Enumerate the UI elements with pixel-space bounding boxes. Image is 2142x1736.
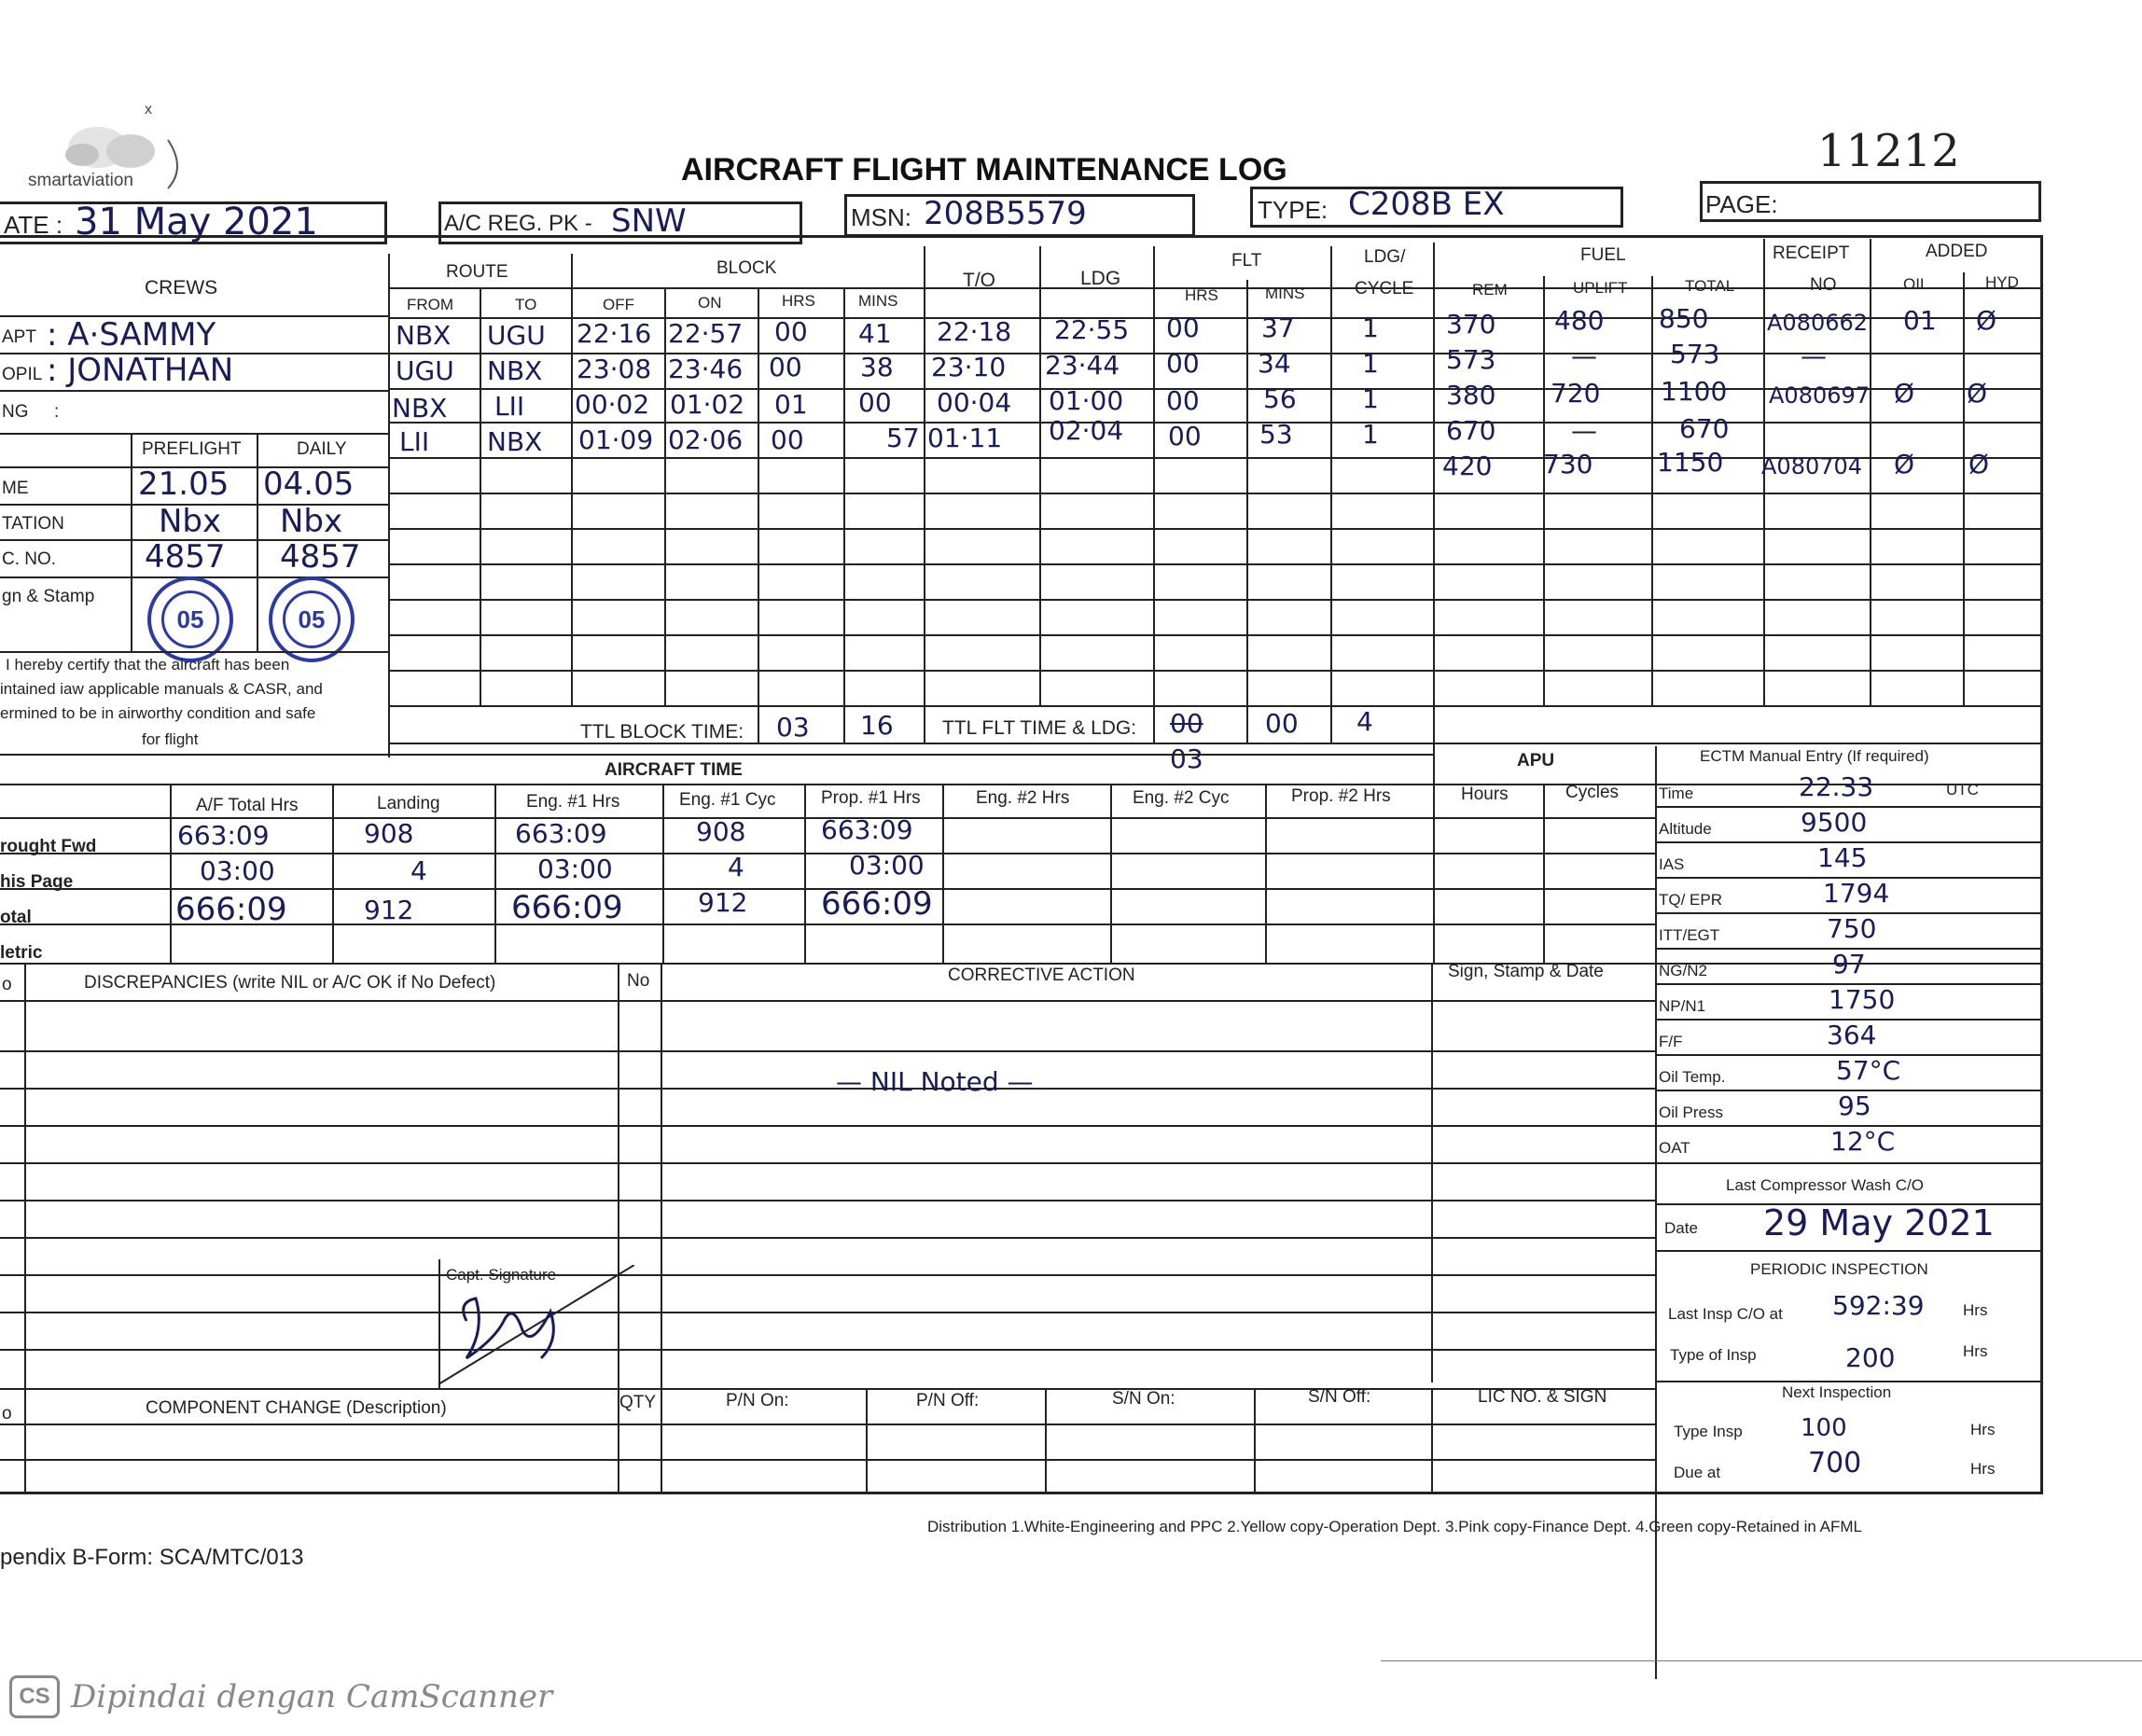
row4-off: 01·09 [578,424,654,455]
flt-heading: FLT [1231,251,1262,271]
copil-name: : JONATHAN [47,352,234,389]
tp-prop1-hrs: 03:00 [849,850,925,881]
due-unit: Hrs [1970,1460,1996,1478]
form-id: pendix B-Form: SCA/MTC/013 [0,1545,304,1570]
row4-mins: 57 [886,423,920,453]
fuel5-rem: 420 [1442,451,1493,481]
bf-landing: 908 [364,818,414,849]
ldg-cycle-heading-1: LDG/ [1364,247,1406,267]
ectm-itt-label: ITT/EGT [1659,926,1720,944]
ectm-time-unit: UTC [1946,781,1979,799]
type-insp-label: Type of Insp [1670,1346,1757,1364]
crews-heading: CREWS [145,277,218,299]
fuel3-total: 1100 [1661,376,1728,407]
ectm-itt-value: 750 [1827,913,1877,944]
station-preflight: Nbx [159,503,222,540]
time-preflight: 21.05 [138,465,230,503]
last-insp-label: Last Insp C/O at [1668,1305,1783,1323]
tot-eng1-cyc: 912 [698,887,748,918]
ectm-time-label: Time [1659,785,1694,802]
ectm-ff-label: F/F [1659,1033,1683,1050]
fuel3-receipt: A080697 [1769,382,1871,409]
certify-line-4: for flight [142,730,199,748]
bf-prop1-hrs: 663:09 [821,814,913,845]
row2-flt-mins: 34 [1258,348,1291,379]
fuel4-total: 670 [1679,413,1730,444]
serial-number: 11212 [1817,125,1960,177]
ectm-np-label: NP/N1 [1659,997,1706,1015]
oil-heading: OIL [1903,275,1929,293]
ectm-ng-label: NG/N2 [1659,962,1707,979]
to-heading: TO [515,296,537,313]
date-value: 31 May 2021 [75,201,318,243]
apu-cycles: Cycles [1565,783,1620,802]
row3-on: 01·02 [670,389,745,420]
fuel5-receipt: A080704 [1761,453,1863,479]
row1-mins: 41 [858,318,892,349]
tot-eng1-hrs: 666:09 [511,889,623,926]
date-label: ATE : [4,211,63,239]
row3-cycle: 1 [1362,383,1379,414]
station-label: TATION [2,514,64,534]
row3-flt-mins: 56 [1263,383,1297,414]
ectm-oil-press-value: 95 [1838,1090,1871,1121]
fuel5-hyd: Ø [1968,449,1990,479]
certify-line-3: ermined to be in airworthy condition and safe [0,704,316,722]
atime-col-prop1-hrs: Prop. #1 Hrs [821,788,921,808]
hyd-heading: HYD [1985,273,2019,291]
off-heading: OFF [603,296,634,313]
preflight-label: PREFLIGHT [142,439,242,459]
corrective-action-heading: CORRECTIVE ACTION [948,965,1135,985]
fuel3-oil: Ø [1894,378,1915,409]
ectm-altitude-value: 9500 [1801,807,1868,838]
bf-eng1-hrs: 663:09 [515,818,607,849]
next-insp-heading: Next Inspection [1782,1383,1892,1401]
rem-heading: REM [1472,281,1508,299]
from-heading: FROM [407,296,454,313]
ectm-ias-label: IAS [1659,855,1685,873]
row3-takeoff: 00·04 [937,387,1012,418]
sign-stamp-label: gn & Stamp [2,587,95,606]
fuel2-total: 573 [1670,339,1720,369]
atime-col-landing: Landing [377,794,440,813]
added-heading: ADDED [1926,242,1988,261]
component-pn-on: P/N On: [726,1391,789,1410]
atime-row-metric: letric [0,943,43,963]
due-label: Due at [1674,1464,1721,1481]
ectm-np-value: 1750 [1829,984,1896,1015]
fuel1-rem: 370 [1446,309,1496,340]
row3-landing: 01·00 [1049,385,1124,416]
last-insp-value: 592:39 [1832,1290,1925,1321]
fuel2-rem: 573 [1446,344,1496,375]
row3-flt-hrs: 00 [1166,385,1200,416]
takeoff-heading: T/O [963,270,995,291]
ttl-block-label: TTL BLOCK TIME: [580,721,744,743]
uplift-heading: UPLIFT [1573,279,1628,297]
camscanner-badge-icon: CS [9,1675,60,1718]
tot-af-total: 666:09 [175,891,287,928]
reg-value: SNW [611,202,687,240]
camscanner-watermark: Dipindai dengan CamScanner [71,1678,553,1715]
row2-cycle: 1 [1362,348,1379,379]
fuel3-hyd: Ø [1967,378,1988,409]
row2-takeoff: 23·10 [931,352,1007,382]
ttl-flt-hrs: 03 [1170,743,1203,774]
row2-from: UGU [396,355,454,386]
total-heading: TOTAL [1685,277,1735,295]
ectm-ias-value: 145 [1817,842,1868,873]
copil-label: OPIL [2,365,43,384]
fuel2-receipt: — [1801,340,1827,371]
ectm-ng-value: 97 [1832,949,1866,979]
discrepancies-heading: DISCREPANCIES (write NIL or A/C OK if No Defect) [84,973,496,993]
ttl-flt-label: TTL FLT TIME & LDG: [942,717,1137,739]
tp-eng1-cyc: 4 [728,852,744,882]
fuel4-rem: 670 [1446,415,1496,446]
row3-from: NBX [392,393,448,424]
ldg-cycle-heading-2: CYCLE [1355,279,1414,299]
time-daily: 04.05 [263,465,355,503]
ttl-block-mins: 16 [860,710,894,741]
ectm-tq-value: 1794 [1823,878,1890,909]
ectm-tq-label: TQ/ EPR [1659,891,1723,909]
certify-line-1: I hereby certify that the aircraft has been [6,656,290,674]
row3-to: LII [494,391,525,422]
page-label: PAGE: [1705,190,1778,218]
row1-hrs: 00 [774,316,808,347]
preflight-stamp: 05 [147,576,233,662]
type-label: TYPE: [1258,196,1328,224]
row1-flt-hrs: 00 [1166,312,1200,343]
eng-label: NG [2,402,29,422]
component-pn-off: P/N Off: [916,1391,980,1410]
fuel2-uplift: — [1571,340,1597,371]
route-heading: ROUTE [446,262,508,282]
next-type-label: Type Insp [1674,1423,1743,1440]
certify-line-2: intained iaw applicable manuals & CASR, and [0,680,323,698]
next-type-value: 100 [1801,1414,1847,1442]
component-sn-on: S/N On: [1112,1389,1175,1409]
fuel1-oil: 01 [1903,305,1937,336]
fuel1-hyd: Ø [1976,305,1997,336]
atime-col-eng2-hrs: Eng. #2 Hrs [976,788,1070,808]
row2-landing: 23·44 [1045,350,1120,381]
fuel1-uplift: 480 [1554,305,1605,336]
fuel3-uplift: 720 [1551,378,1601,409]
row4-cycle: 1 [1362,419,1379,450]
eng-value: : [54,402,60,422]
lic-preflight: 4857 [145,538,226,576]
tot-prop1-hrs: 666:09 [821,885,933,923]
atime-col-prop2-hrs: Prop. #2 Hrs [1291,786,1391,806]
block-heading: BLOCK [716,258,777,278]
row3-mins: 00 [858,387,892,418]
page-title: AIRCRAFT FLIGHT MAINTENANCE LOG [681,152,1287,187]
capt-label: APT [2,327,36,347]
tot-landing: 912 [364,895,414,925]
fuel1-receipt: A080662 [1767,310,1869,336]
fuel5-uplift: 730 [1543,449,1593,479]
row4-flt-hrs: 00 [1168,421,1202,451]
row2-mins: 38 [860,352,894,382]
on-heading: ON [698,294,722,312]
tp-landing: 4 [410,855,427,886]
landing-heading: LDG [1080,268,1121,289]
ectm-oil-temp-label: Oil Temp. [1659,1068,1726,1086]
reg-label: A/C REG. PK - [444,211,592,236]
atime-row-this-page: his Page [0,872,74,892]
ttl-ldg: 4 [1356,706,1373,737]
apu-heading: APU [1517,751,1555,771]
nil-noted: — NIL Noted — [836,1066,1034,1097]
type-value: C208B EX [1348,186,1505,223]
atime-col-eng2-cyc: Eng. #2 Cyc [1133,788,1230,808]
fuel4-uplift: — [1571,415,1597,446]
fuel5-oil: Ø [1894,449,1915,479]
ectm-oil-temp-value: 57°C [1836,1055,1901,1086]
component-sn-off: S/N Off: [1308,1387,1371,1407]
time-label: ME [2,479,29,498]
last-insp-unit: Hrs [1963,1301,1988,1319]
station-daily: Nbx [280,503,343,540]
tp-af-total: 03:00 [200,855,275,886]
daily-stamp: 05 [269,576,355,662]
capt-signature-label: Capt. Signature [446,1266,557,1284]
fuel5-total: 1150 [1657,447,1724,478]
block-hrs-heading: HRS [782,292,815,310]
row2-to: NBX [487,355,543,386]
sign-stamp-date-heading: Sign, Stamp & Date [1448,962,1604,981]
receipt-heading-1: RECEIPT [1773,243,1850,263]
atime-row-total: otal [0,908,32,927]
flt-mins-heading: MINS [1265,285,1305,302]
capt-name: : A·SAMMY [47,316,216,354]
row4-flt-mins: 53 [1259,419,1293,450]
ectm-heading: ECTM Manual Entry (If required) [1700,747,1929,765]
row4-from: LII [399,426,430,457]
due-value: 700 [1808,1447,1862,1479]
row2-on: 23·46 [668,354,744,384]
row1-off: 22·16 [577,318,652,349]
ttl-flt-mins: 00 [1265,708,1299,739]
row2-hrs: 00 [769,352,802,382]
row4-on: 02·06 [668,424,744,455]
ectm-oat-value: 12°C [1830,1126,1896,1157]
receipt-heading-2: NO [1810,275,1837,295]
msn-value: 208B5579 [924,195,1087,232]
row4-to: NBX [487,426,543,457]
ectm-oat-label: OAT [1659,1139,1690,1157]
row3-hrs: 01 [774,389,808,420]
fuel3-rem: 380 [1446,380,1496,410]
type-insp-unit: Hrs [1963,1342,1988,1360]
atime-row-brought-fwd: rought Fwd [0,837,97,856]
lic-label: C. NO. [2,549,57,569]
component-change-heading: COMPONENT CHANGE (Description) [146,1398,447,1418]
fuel-heading: FUEL [1580,245,1626,265]
daily-label: DAILY [297,439,347,459]
row1-to: UGU [487,320,546,351]
row4-landing: 02·04 [1049,415,1124,446]
next-type-unit: Hrs [1970,1421,1996,1438]
row1-cycle: 1 [1362,312,1379,343]
atime-col-af-total: A/F Total Hrs [196,796,299,815]
fuel1-total: 850 [1659,303,1709,334]
block-mins-heading: MINS [858,292,898,310]
logo-text: smartaviation [28,171,133,190]
row3-off: 00·02 [575,389,650,420]
ectm-ff-value: 364 [1827,1020,1877,1050]
ectm-time-value: 22.33 [1799,771,1874,802]
bf-af-total: 663:09 [177,820,270,851]
compressor-heading: Last Compressor Wash C/O [1726,1176,1924,1194]
compressor-date-label: Date [1664,1219,1698,1237]
row1-on: 22·57 [668,318,744,349]
row1-takeoff: 22·18 [937,316,1012,347]
row4-takeoff: 01·11 [927,423,1003,453]
row1-flt-mins: 37 [1261,312,1295,343]
tp-eng1-hrs: 03:00 [537,854,613,884]
lic-daily: 4857 [280,538,361,576]
ectm-oil-press-label: Oil Press [1659,1104,1723,1121]
apu-hours: Hours [1461,785,1509,804]
ttl-flt-hrs-struck: 00 [1170,708,1203,739]
periodic-heading: PERIODIC INSPECTION [1750,1260,1928,1278]
bf-eng1-cyc: 908 [696,816,746,847]
atime-col-eng1-hrs: Eng. #1 Hrs [526,792,620,812]
compressor-date-value: 29 May 2021 [1763,1202,1995,1243]
component-lic-sign: LIC NO. & SIGN [1478,1387,1607,1407]
flt-hrs-heading: HRS [1185,286,1218,304]
component-no-label: o [2,1404,12,1424]
aircraft-time-heading: AIRCRAFT TIME [605,760,743,780]
ttl-block-hrs: 03 [776,712,810,743]
component-qty: QTY [619,1393,657,1412]
svg-text:x: x [145,103,152,118]
row4-hrs: 00 [771,424,804,455]
row1-from: NBX [396,320,452,351]
discrepancy-no-label: o [2,975,12,994]
distribution-note: Distribution 1.White-Engineering and PPC 2.Yellow copy-Operation Dept. 3.Pink copy-Finance Dept. 4.Green copy-Retained in AFML [927,1518,1862,1535]
type-insp-value: 200 [1845,1342,1896,1373]
captain-signature [429,1265,634,1386]
ectm-altitude-label: Altitude [1659,820,1712,838]
discrepancy-no-col: No [627,971,650,991]
row1-landing: 22·55 [1054,314,1130,345]
row2-off: 23·08 [577,354,652,384]
msn-label: MSN: [851,203,911,231]
row2-flt-hrs: 00 [1166,348,1200,379]
atime-col-eng1-cyc: Eng. #1 Cyc [679,790,776,810]
